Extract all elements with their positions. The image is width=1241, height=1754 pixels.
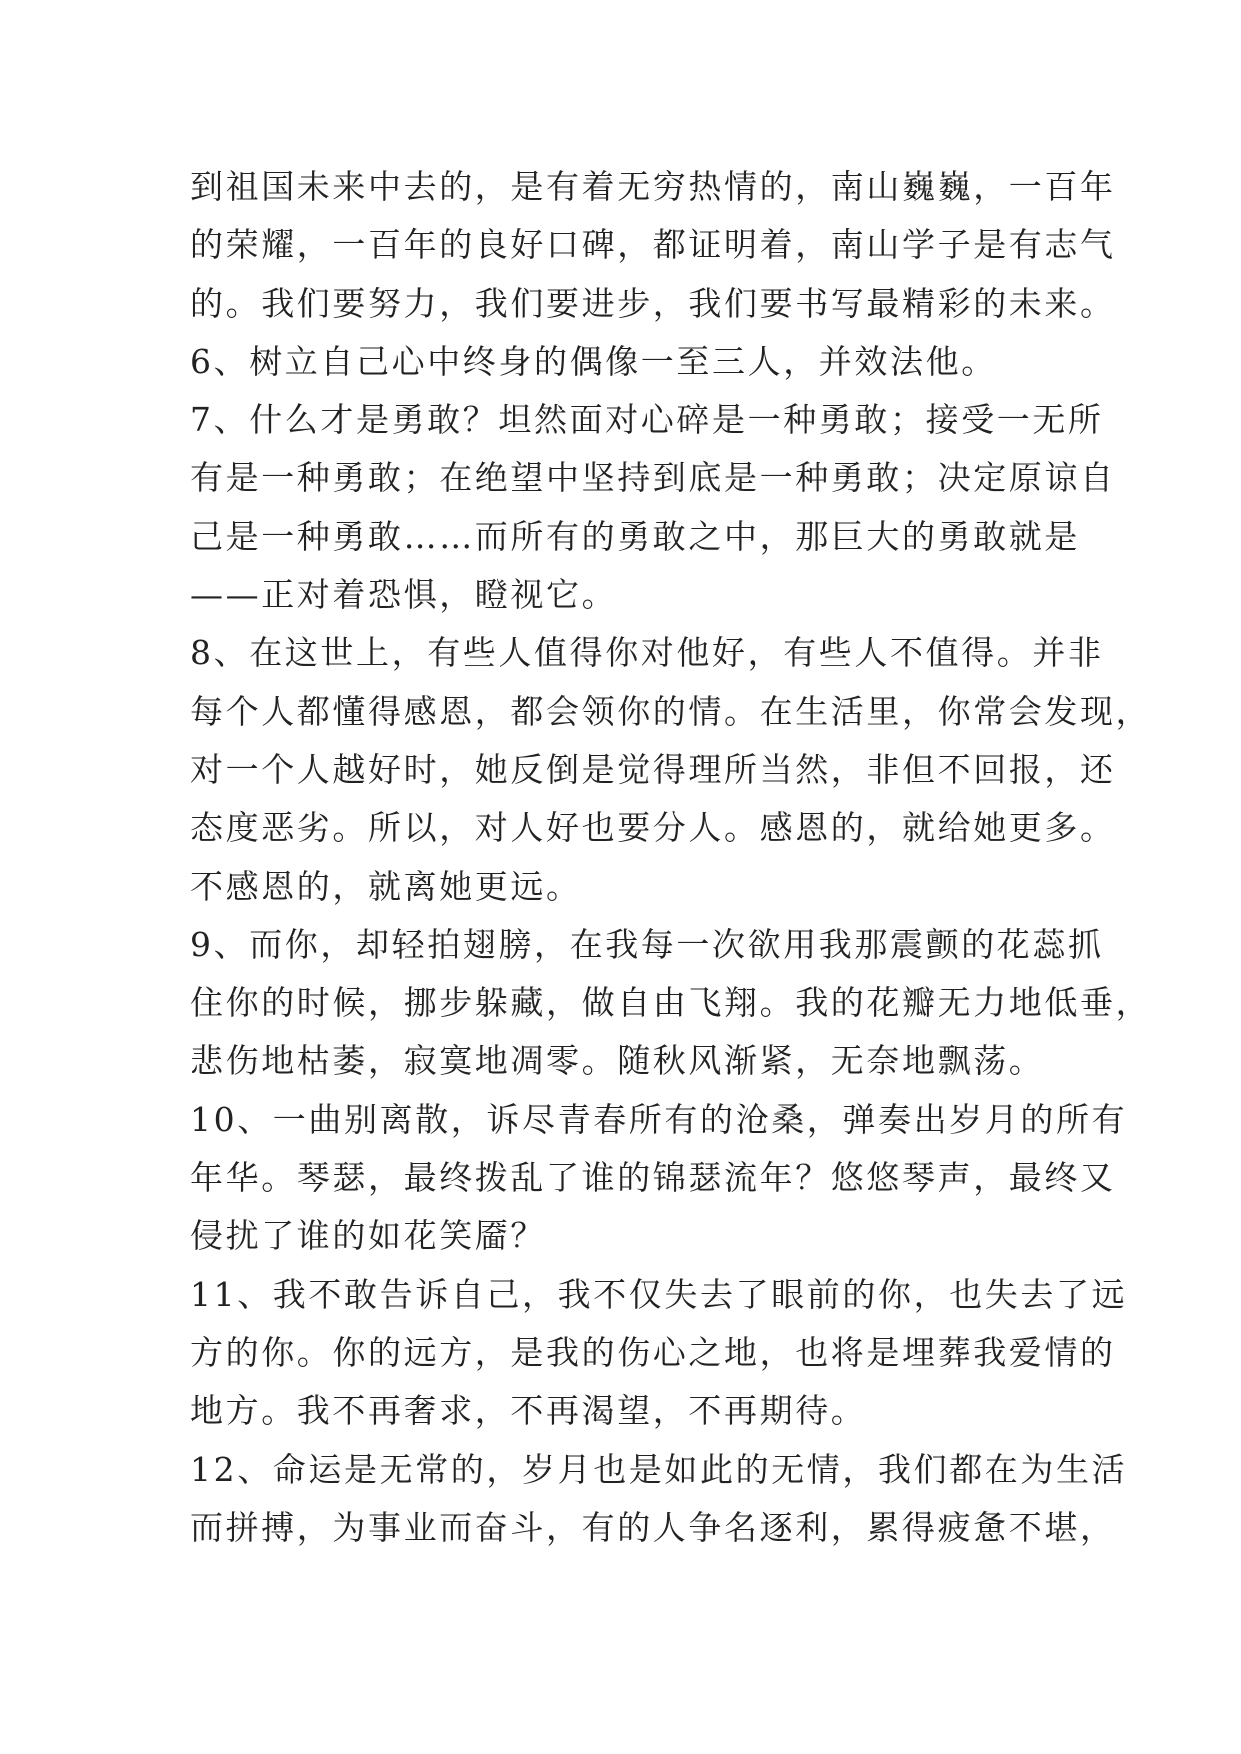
text-line: 己是一种勇敢……而所有的勇敢之中，那巨大的勇敢就是 <box>190 516 1080 556</box>
text-line: 12、命运是无常的，岁月也是如此的无情，我们都在为生活 <box>190 1449 1128 1489</box>
text-line: 6、树立自己心中终身的偶像一至三人，并效法他。 <box>190 341 997 381</box>
text-line: 到祖国未来中去的，是有着无穷热情的，南山巍巍，一百年 <box>190 167 1116 206</box>
text-line: ——正对着恐惧，瞪视它。 <box>190 575 618 615</box>
text-line: 7、什么才是勇敢？坦然面对心碎是一种勇敢；接受一无所 <box>190 400 1104 440</box>
text-line: 悲伤地枯萎，寂寞地凋零。随秋风渐紧，无奈地飘荡。 <box>190 1041 1045 1081</box>
text-line: 每个人都懂得感恩，都会领你的情。在生活里，你常会发现， <box>190 691 1152 731</box>
text-line: 的。我们要努力，我们要进步，我们要书写最精彩的未来。 <box>190 283 1116 323</box>
text-line: 态度恶劣。所以，对人好也要分人。感恩的，就给她更多。 <box>190 808 1116 848</box>
text-line: 的荣耀，一百年的良好口碑，都证明着，南山学子是有志气 <box>190 225 1116 265</box>
text-line: 而拼搏，为事业而奋斗，有的人争名逐利，累得疲惫不堪， <box>190 1507 1116 1547</box>
text-line: 年华。琴瑟，最终拨乱了谁的锦瑟流年？悠悠琴声，最终又 <box>190 1158 1116 1198</box>
text-line: 对一个人越好时，她反倒是觉得理所当然，非但不回报，还 <box>190 749 1116 789</box>
text-line: 侵扰了谁的如花笑靥？ <box>190 1216 546 1256</box>
body-text <box>190 158 1152 1557</box>
text-line: 8、在这世上，有些人值得你对他好，有些人不值得。并非 <box>190 633 1104 673</box>
text-line: 有是一种勇敢；在绝望中坚持到底是一种勇敢；决定原谅自 <box>190 458 1116 498</box>
text-line: 住你的时候，挪步躲藏，做自由飞翔。我的花瓣无力地低垂， <box>190 983 1152 1023</box>
text-line: 10、一曲别离散，诉尽青春所有的沧桑，弹奏出岁月的所有 <box>190 1099 1128 1139</box>
text-line: 9、而你，却轻拍翅膀，在我每一次欲用我那震颤的花蕊抓 <box>190 924 1104 964</box>
text-line: 11、我不敢告诉自己，我不仅失去了眼前的你，也失去了远 <box>190 1274 1128 1314</box>
text-line: 不感恩的，就离她更远。 <box>190 866 582 906</box>
text-line: 方的你。你的远方，是我的伤心之地，也将是埋葬我爱情的 <box>190 1332 1116 1372</box>
text-line: 地方。我不再奢求，不再渴望，不再期待。 <box>190 1391 867 1431</box>
